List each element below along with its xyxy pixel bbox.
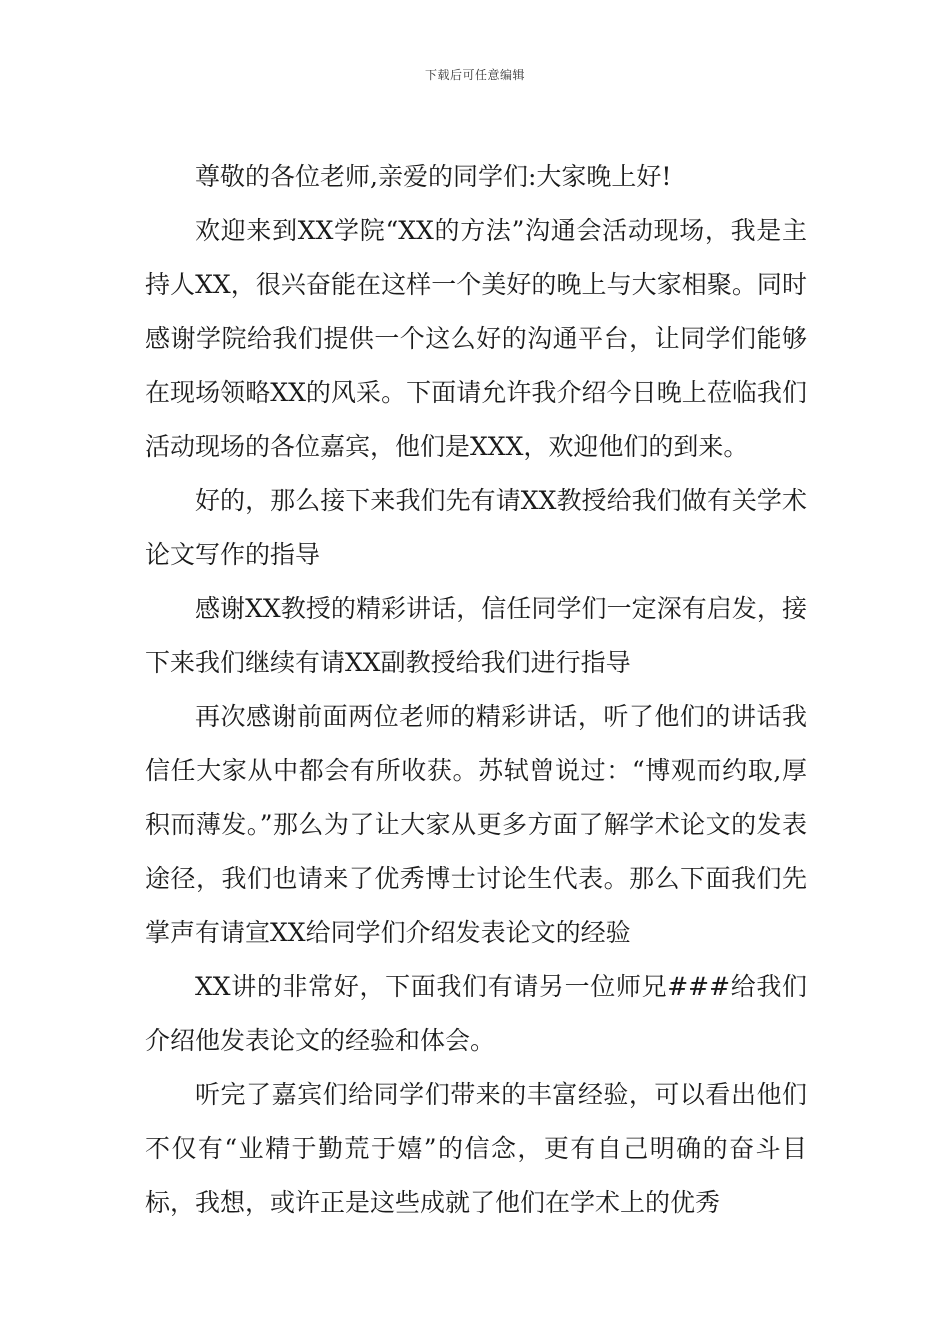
paragraph-closing: 听完了嘉宾们给同学们带来的丰富经验，可以看出他们不仅有“业精于勤荒于嬉”的信念，更有自己明确的奋斗目标，我想，或许正是这些成就了他们在学术上的优秀 (145, 1080, 807, 1217)
paragraph-first-guest: 好的，那么接下来我们先有请XX教授给我们做有关学术论文写作的指导 (145, 486, 807, 569)
paragraph-welcome: 欢迎来到XX学院“XX的方法”沟通会活动现场，我是主持人XX，很兴奋能在这样一个美好的晚上与大家相聚。同时感谢学院给我们提供一个这么好的沟通平台，让同学们能够在现场领略XX的风采。下面请允许我介绍今日晚上莅临我们活动现场的各位嘉宾，他们是XXX，欢迎他们的到来。 (145, 216, 807, 461)
paragraph-student-representative: 再次感谢前面两位老师的精彩讲话，听了他们的讲话我信任大家从中都会有所收获。苏轼曾说过：“博观而约取,厚积而薄发。”那么为了让大家从更多方面了解学术论文的发表途径，我们也请来了优秀博士讨论生代表。那么下面我们先掌声有请宣XX给同学们介绍发表论文的经验 (145, 702, 807, 947)
paragraph-greeting: 尊敬的各位老师,亲爱的同学们:大家晚上好! (195, 162, 672, 191)
document-body (145, 150, 807, 1230)
page-header-note: 下载后可任意编辑 (424, 68, 525, 82)
paragraph-senior-student: XX讲的非常好，下面我们有请另一位师兄###给我们介绍他发表论文的经验和体会。 (145, 972, 807, 1055)
paragraph-second-guest: 感谢XX教授的精彩讲话，信任同学们一定深有启发，接下来我们继续有请XX副教授给我们进行指导 (145, 594, 807, 677)
